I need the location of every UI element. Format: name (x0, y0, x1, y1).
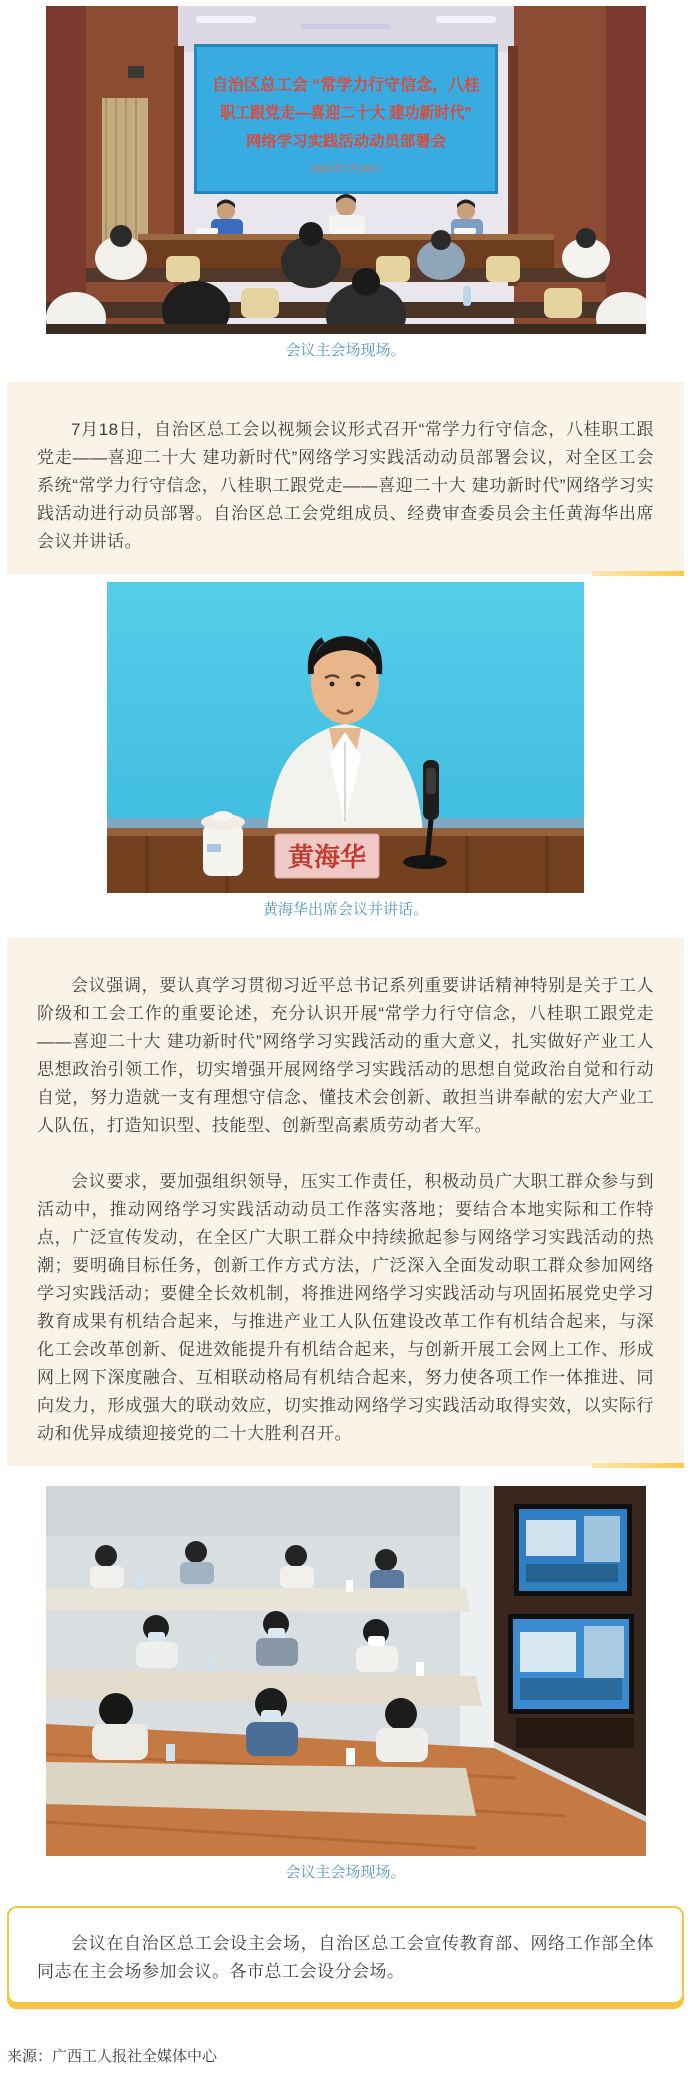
photo-caption-2: 黄海华出席会议并讲话。 (262, 901, 428, 918)
screen-title-line-2: 职工跟党走—喜迎二十大 建功新时代” (219, 105, 488, 122)
meeting-points-note-box (7, 938, 684, 1466)
photo-caption-1: 会议主会场现场。 (285, 342, 406, 359)
speaker-photo-illustration (107, 582, 584, 893)
meeting-requirements-paragraph: 会议要求，要加强组织领导，压实工作责任，积极动员广大职工群众参与到活动中，推动网络学习实践活动动员工作落实落地；要结合本地实际和工作特点，广泛宣传发动，在全区广大职工群众中持续掀起参与网络学习实践活动的热潮；要明确目标任务，创新工作方式方法，广泛深入全面发动职工群众参加网络学习实践活动；要健全长效机制，将推进网络学习实践活动与巩固拓展党史学习教育成果有机结合起来，与推进产业工人队伍建设改革工作有机结合起来，与深化工会改革创新、促进效能提升有机结合起来，与创新开展工会网上工作、形成网上网下深度融合、互相联动格局有机结合起来，努力使各项工作一体推进、同向发力，形成强大的联动效应，切实推动网络学习实践活动取得实效，以实际行动和优异成绩迎接党的二十大胜利召开。 (37, 1172, 654, 1443)
intro-paragraph: 7月18日，自治区总工会以视频会议形式召开“常学力行守信念，八桂职工跟党走——喜迎二十大 建功新时代”网络学习实践活动动员部署会议，对全区工会系统“常学力行守信念，八桂职工跟党走——喜迎二十大 建功新时代”网络学习实践活动进行动员部署。自治区总工会党组成员、经费审查委员会主任黄海华出席会议并讲话。 (37, 420, 654, 551)
screen-date: 2022年7月18日 (311, 164, 380, 175)
intro-note-box (7, 382, 684, 574)
tea-cup (201, 811, 245, 876)
tv-screen-upper (514, 1504, 632, 1596)
venue-summary-paragraph: 会议在自治区总工会设主会场，自治区总工会宣传教育部、网络工作部全体同志在主会场参加会议。各市总工会设分会场。 (37, 1934, 654, 1981)
venue-summary-card (7, 1906, 684, 2004)
photo-main-venue-1[interactable] (46, 6, 646, 334)
presentation-screen (194, 44, 498, 194)
source-attribution: 来源：广西工人报社全媒体中心 (7, 2048, 218, 2065)
tv-screen-lower (508, 1614, 634, 1714)
meeting-emphasis-paragraph: 会议强调，要认真学习贯彻习近平总书记系列重要讲话精神特别是关于工人阶级和工会工作的重要论述，充分认识开展“常学力行守信念，八桂职工跟党走——喜迎二十大 建功新时代”网络学习实践活动的重大意义，扎实做好产业工人思想政治引领工作，切实增强开展网络学习实践活动的思想自觉政治自觉和行动自觉，努力造就一支有理想守信念、懂技术会创新、敢担当讲奉献的宏大产业工人队伍，打造知识型、技能型、创新型高素质劳动者大军。 (37, 976, 654, 1135)
name-card (275, 834, 379, 878)
name-card-text: 黄海华 (287, 842, 367, 872)
photo-speaker[interactable] (107, 582, 584, 893)
photo-main-venue-2[interactable] (46, 1486, 646, 1856)
photo-caption-3: 会议主会场现场。 (285, 1864, 406, 1881)
meeting-room-photo-illustration (46, 6, 646, 334)
meeting-room-photo-2-illustration (46, 1486, 646, 1856)
screen-title-line-1: 自治区总工会 “常学力行守信念，八桂 (211, 77, 480, 94)
screen-title-line-3: 网络学习实践活动动员部署会 (245, 133, 441, 150)
near-table-row (46, 1688, 476, 1816)
